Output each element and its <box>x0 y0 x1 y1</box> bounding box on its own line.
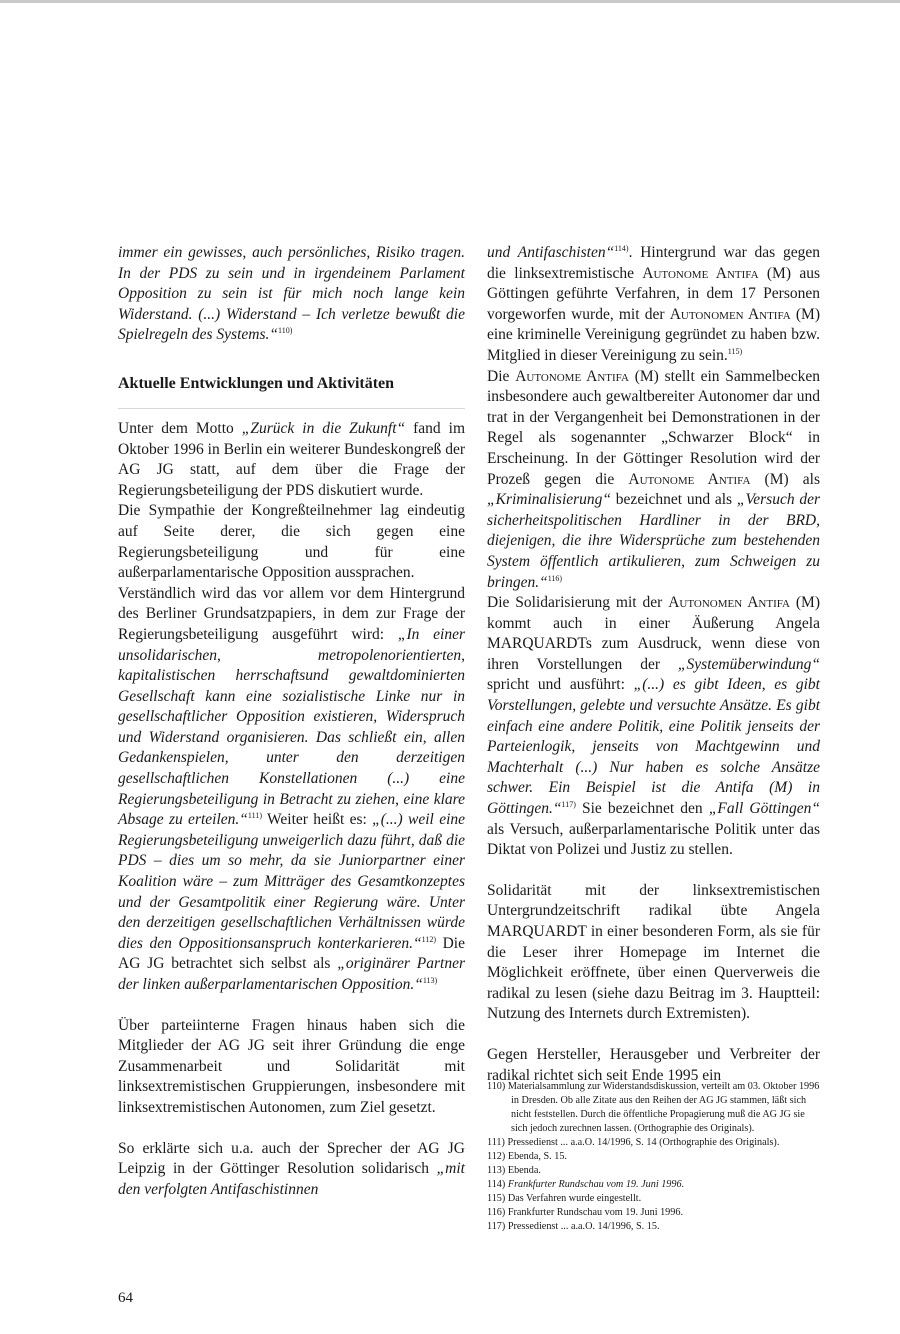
paragraph-sympathie: Die Sympathie der Kongreßteilnehmer lag eindeutig auf Seite derer, die sich gegen eine Regierungsbeteiligung und für eine außerparlamentarische Opposition aussprachen. <box>118 502 465 582</box>
footnote-ref-117: 117) <box>561 799 576 809</box>
paragraph-grundsatzpapier: Verständlich wird das vor allem vor dem Hintergrund des Berliner Grundsatzpapiers, in dem zur Frage der Regierungsbeteiligung ausgeführt wird: „In einer unsolidarischen, metropolenorientierten, kapitalistischen herrschaftsund gewaltdominierten Gesellschaft kann eine sozialistische Linke nur in gesellschaftlicher Opposition existieren, Widerspruch und Widerstand organisieren. Das schließt ein, allen Gedankenspielen, unter den derzeitigen gesellschaftlichen Konstellationen (...) eine Regierungsbeteiligung in Betracht zu ziehen, eine klare Absage zu erteilen.“$^{111)}$ Weiter heißt es: „(...) weil eine Regierungsbeteiligung unweigerlich dazu führt, daß die PDS – dies um so mehr, da sie Juniorpartner einer Koalition wäre – zum Mitträger des Gesamtkonzeptes und der Gesamtpolitik einer Regierung wäre. Unter den derzeitigen gesellschaftlichen Verhältnissen würde dies den Oppositionsanspruch konterkarieren.“$^{112)}$ Die AG JG betrachtet sich selbst als „originärer Partner der linken außerparlamentarischen Opposition.“$^{113)}$ <box>118 584 466 993</box>
quote-continuation: immer ein gewisses, auch persönliches, Risiko tragen. In der PDS zu sein und in irgendeinem Parlament Opposition zu sein ist für mich noch lange kein Widerstand. (...) Widerstand – Ich verletze bewußt die Spielregeln des Systems.“$^{110)}$ <box>118 244 465 344</box>
footnote-ref-113: 113) <box>422 975 438 985</box>
footnote: 113) Ebenda. <box>487 1165 541 1176</box>
top-border <box>0 0 900 3</box>
heading-rule <box>118 408 465 409</box>
footnote-ref-111: 111) <box>247 811 262 821</box>
footnote: 115) Das Verfahren wurde eingestellt. <box>487 1193 642 1204</box>
footnote-ref-110: 110) <box>278 326 293 336</box>
page-number: 64 <box>118 1290 133 1306</box>
left-column <box>118 243 465 1200</box>
footnote: 110) Materialsammlung zur Widerstandsdiskussion, verteilt am 03. Oktober 1996 in Dresden. Ob alle Zitate aus den Reihen der AG JG stammen, läßt sich nicht feststellen. Durch die öffentliche Propagierung muß die AG JG sie sich jedoch zurechnen lassen. (Orthographie des Originals). <box>487 1081 820 1134</box>
section-heading: Aktuelle Entwicklungen und Aktivitäten <box>118 374 395 392</box>
paragraph-parteiintern: Über parteiinterne Fragen hinaus haben sich die Mitglieder der AG JG seit ihrer Gründung die enge Zusammenarbeit und Solidarität mit linksextremistischen Gruppierungen, insbesondere mit linksextremistischen Autonomen, zum Ziel gesetzt. <box>118 1016 465 1116</box>
paragraph-radikal: Solidarität mit der linksextremistischen Untergrundzeitschrift radikal übte Angela MARQUARDT in einer besonderen Form, als sie für die Leser ihrer Homepage im Internet die Möglichkeit eröffnete, über einen Querverweis die radikal zu lesen (siehe dazu Beitrag im 3. Hauptteil: Nutzung des Internets durch Extremisten). <box>487 881 820 1023</box>
footnote-ref-114: 114) <box>614 243 629 253</box>
paragraph-motto: Unter dem Motto „Zurück in die Zukunft“ fand im Oktober 1996 in Berlin ein weiterer Bundeskongreß der AG JG statt, auf dem über die Frage der Regierungsbeteiligung der PDS diskutiert wurde. <box>118 419 466 499</box>
footnote: 116) Frankfurter Rundschau vom 19. Juni 1996. <box>487 1207 683 1218</box>
right-column <box>487 243 820 1086</box>
paragraph-sammelbecken: Die Autonome Antifa (M) stellt ein Sammelbecken insbesondere auch gewaltbereiter Autonomer dar und trat in der Vergangenheit bei Demonstrationen in der Regel als sogenannter „Schwarzer Block“ in Erscheinung. In der Göttinger Resolution wird der Prozeß gegen die Autonome Antifa (M) als „Kriminalisierung“ bezeichnet und als „Versuch der sicherheitspolitischen Hardliner in der BRD, diejenigen, die ihre Widersprüche zum bestehenden System öffentlich artikulieren, zum Schweigen zu bringen.“$^{116)}$ <box>487 367 821 591</box>
paragraph-solidarisierung: Die Solidarisierung mit der Autonomen Antifa (M) kommt auch in einer Äußerung Angela MARQUARDTs zum Ausdruck, wenn diese von ihren Vorstellungen der „Systemüberwindung“ spricht und ausführt: „(...) es gibt Ideen, es gibt Vorstellungen, gelebte und versuchte Ansätze. Es gibt einfach eine andere Politik, eine Politik jenseits der Parteienlogik, jenseits von Machtgewinn und Machterhalt (...) Nur haben es solche Ansätze schwer. Ein Beispiel ist die Antifa (M) in Göttingen.“$^{117)}$ Sie bezeichnet den „Fall Göttingen“ als Versuch, außerparlamentarische Politik unter das Diktat von Polizei und Justiz zu stellen. <box>487 594 821 859</box>
footnote: 114) Frankfurter Rundschau vom 19. Juni 1996. <box>487 1179 685 1190</box>
paragraph-hersteller: Gegen Hersteller, Herausgeber und Verbreiter der radikal richtet sich seit Ende 1995 ein <box>487 1045 820 1084</box>
footnotes <box>487 1080 820 1234</box>
paragraph-leipzig: So erklärte sich u.a. auch der Sprecher der AG JG Leipzig in der Göttinger Resolution solidarisch „mit den verfolgten Antifaschistinnen <box>118 1139 465 1198</box>
footnote-ref-112: 112) <box>421 934 437 944</box>
footnote: 111) Pressedienst ... a.a.O. 14/1996, S. 14 (Orthographie des Originals). <box>487 1137 780 1148</box>
paragraph-hintergrund: und Antifaschisten“$^{114)}$. Hintergrund war das gegen die linksextremistische Autonome Antifa (M) aus Göttingen geführte Verfahren, in dem 17 Personen vorgeworfen wurde, mit der Autonomen Antifa (M) eine kriminelle Vereinigung gegründet zu haben bzw. Mitglied in dieser Vereinigung zu sein.$^{115)}$ <box>487 243 821 364</box>
footnote: 112) Ebenda, S. 15. <box>487 1151 567 1162</box>
footnote-ref-115: 115) <box>727 346 743 356</box>
footnote-ref-116: 116) <box>547 573 563 583</box>
footnote: 117) Pressedienst ... a.a.O. 14/1996, S. 15. <box>487 1221 660 1232</box>
